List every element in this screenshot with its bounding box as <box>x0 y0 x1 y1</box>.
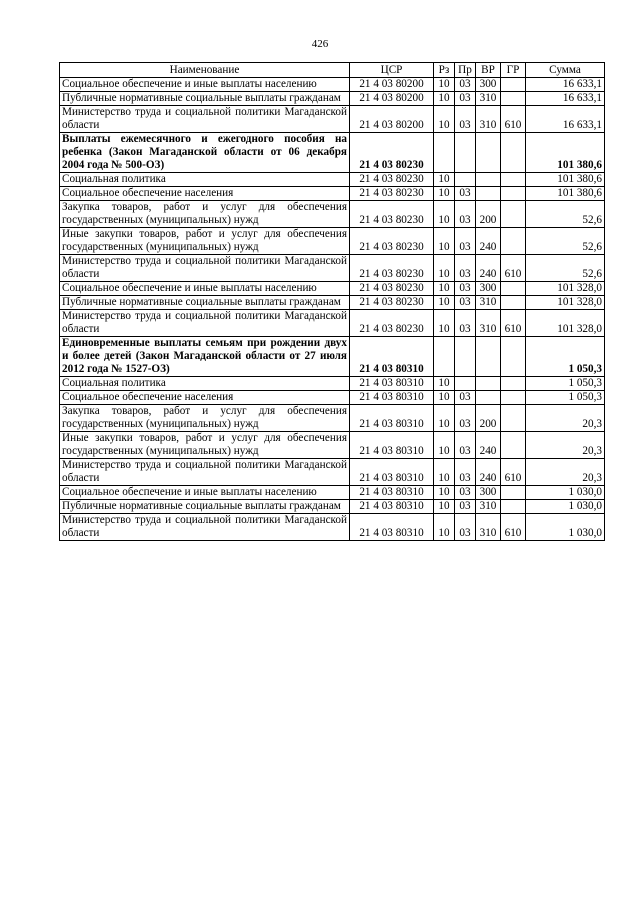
cell-pr <box>455 133 476 173</box>
cell-pr: 03 <box>455 500 476 514</box>
cell-sum: 16 633,1 <box>526 78 605 92</box>
cell-gr <box>501 337 526 377</box>
cell-sum: 52,6 <box>526 228 605 255</box>
cell-gr <box>501 78 526 92</box>
cell-vr: 300 <box>476 486 501 500</box>
cell-rz: 10 <box>434 377 455 391</box>
cell-sum: 1 030,0 <box>526 500 605 514</box>
cell-pr: 03 <box>455 78 476 92</box>
cell-gr <box>501 133 526 173</box>
cell-pr <box>455 377 476 391</box>
table-row <box>60 201 605 228</box>
cell-csr: 21 4 03 80230 <box>350 255 434 282</box>
cell-vr <box>476 377 501 391</box>
cell-name: Социальное обеспечение и иные выплаты населению <box>60 282 350 296</box>
cell-csr: 21 4 03 80230 <box>350 201 434 228</box>
cell-rz: 10 <box>434 405 455 432</box>
cell-vr: 240 <box>476 228 501 255</box>
table-row <box>60 405 605 432</box>
cell-rz: 10 <box>434 106 455 133</box>
cell-pr: 03 <box>455 106 476 133</box>
cell-pr: 03 <box>455 92 476 106</box>
cell-pr: 03 <box>455 405 476 432</box>
cell-csr: 21 4 03 80230 <box>350 296 434 310</box>
cell-vr: 240 <box>476 255 501 282</box>
cell-pr: 03 <box>455 459 476 486</box>
cell-rz: 10 <box>434 255 455 282</box>
header-vr: ВР <box>476 63 501 78</box>
cell-sum: 16 633,1 <box>526 92 605 106</box>
table-row <box>60 377 605 391</box>
cell-sum: 1 050,3 <box>526 391 605 405</box>
table-body <box>60 78 605 541</box>
cell-gr <box>501 201 526 228</box>
cell-sum: 52,6 <box>526 255 605 282</box>
cell-gr: 610 <box>501 310 526 337</box>
cell-gr <box>501 486 526 500</box>
cell-sum: 101 380,6 <box>526 187 605 201</box>
budget-table <box>59 62 605 541</box>
table-row <box>60 78 605 92</box>
cell-csr: 21 4 03 80200 <box>350 78 434 92</box>
cell-gr: 610 <box>501 106 526 133</box>
table-row <box>60 310 605 337</box>
cell-vr: 310 <box>476 310 501 337</box>
cell-name: Социальное обеспечение и иные выплаты населению <box>60 486 350 500</box>
cell-pr: 03 <box>455 282 476 296</box>
cell-vr: 310 <box>476 514 501 541</box>
table-row <box>60 514 605 541</box>
cell-rz: 10 <box>434 500 455 514</box>
cell-csr: 21 4 03 80310 <box>350 391 434 405</box>
cell-sum: 20,3 <box>526 405 605 432</box>
table-row <box>60 296 605 310</box>
cell-csr: 21 4 03 80310 <box>350 337 434 377</box>
cell-csr: 21 4 03 80230 <box>350 133 434 173</box>
cell-vr <box>476 133 501 173</box>
cell-name: Социальное обеспечение населения <box>60 391 350 405</box>
table-row <box>60 133 605 173</box>
cell-rz: 10 <box>434 514 455 541</box>
cell-vr: 310 <box>476 296 501 310</box>
cell-rz: 10 <box>434 187 455 201</box>
header-pr: Пр <box>455 63 476 78</box>
cell-vr <box>476 173 501 187</box>
cell-name: Министерство труда и социальной политики Магаданской области <box>60 255 350 282</box>
header-rz: Рз <box>434 63 455 78</box>
cell-name: Публичные нормативные социальные выплаты гражданам <box>60 500 350 514</box>
cell-sum: 20,3 <box>526 459 605 486</box>
cell-gr <box>501 391 526 405</box>
cell-gr <box>501 187 526 201</box>
cell-rz: 10 <box>434 391 455 405</box>
cell-vr: 300 <box>476 282 501 296</box>
page-number: 426 <box>311 38 329 50</box>
cell-rz: 10 <box>434 459 455 486</box>
cell-gr: 610 <box>501 459 526 486</box>
cell-name: Публичные нормативные социальные выплаты гражданам <box>60 296 350 310</box>
table-row <box>60 106 605 133</box>
cell-pr: 03 <box>455 514 476 541</box>
cell-vr <box>476 187 501 201</box>
cell-gr <box>501 432 526 459</box>
cell-vr: 240 <box>476 459 501 486</box>
cell-vr: 240 <box>476 432 501 459</box>
cell-gr <box>501 296 526 310</box>
cell-rz: 10 <box>434 296 455 310</box>
cell-sum: 16 633,1 <box>526 106 605 133</box>
cell-csr: 21 4 03 80230 <box>350 173 434 187</box>
cell-gr <box>501 92 526 106</box>
cell-rz: 10 <box>434 486 455 500</box>
table-row <box>60 500 605 514</box>
cell-gr <box>501 377 526 391</box>
cell-vr: 310 <box>476 106 501 133</box>
cell-csr: 21 4 03 80310 <box>350 405 434 432</box>
cell-name: Министерство труда и социальной политики Магаданской области <box>60 459 350 486</box>
cell-sum: 52,6 <box>526 201 605 228</box>
cell-vr: 300 <box>476 78 501 92</box>
cell-gr <box>501 500 526 514</box>
cell-name: Единовременные выплаты семьям при рождении двух и более детей (Закон Магаданской области от 27 июля 2012 года № 1527-ОЗ) <box>60 337 350 377</box>
cell-name: Социальное обеспечение населения <box>60 187 350 201</box>
header-row <box>60 63 605 78</box>
cell-sum: 101 328,0 <box>526 282 605 296</box>
cell-name: Социальное обеспечение и иные выплаты населению <box>60 78 350 92</box>
cell-name: Закупка товаров, работ и услуг для обеспечения государственных (муниципальных) нужд <box>60 201 350 228</box>
cell-csr: 21 4 03 80230 <box>350 228 434 255</box>
cell-gr: 610 <box>501 255 526 282</box>
cell-name: Иные закупки товаров, работ и услуг для обеспечения государственных (муниципальных) нужд <box>60 228 350 255</box>
cell-rz: 10 <box>434 228 455 255</box>
table-row <box>60 337 605 377</box>
cell-csr: 21 4 03 80230 <box>350 187 434 201</box>
table-row <box>60 282 605 296</box>
cell-vr <box>476 391 501 405</box>
cell-vr: 310 <box>476 92 501 106</box>
cell-rz: 10 <box>434 201 455 228</box>
cell-csr: 21 4 03 80200 <box>350 106 434 133</box>
header-gr: ГР <box>501 63 526 78</box>
cell-gr <box>501 282 526 296</box>
cell-name: Министерство труда и социальной политики Магаданской области <box>60 514 350 541</box>
cell-gr <box>501 228 526 255</box>
cell-vr: 310 <box>476 500 501 514</box>
cell-sum: 1 030,0 <box>526 514 605 541</box>
table-row <box>60 486 605 500</box>
cell-name: Социальная политика <box>60 377 350 391</box>
cell-sum: 101 328,0 <box>526 296 605 310</box>
cell-csr: 21 4 03 80200 <box>350 92 434 106</box>
header-csr: ЦСР <box>350 63 434 78</box>
cell-sum: 1 050,3 <box>526 377 605 391</box>
cell-pr: 03 <box>455 310 476 337</box>
cell-csr: 21 4 03 80310 <box>350 514 434 541</box>
cell-csr: 21 4 03 80310 <box>350 486 434 500</box>
cell-name: Публичные нормативные социальные выплаты гражданам <box>60 92 350 106</box>
table-row <box>60 459 605 486</box>
cell-pr: 03 <box>455 187 476 201</box>
cell-sum: 101 380,6 <box>526 173 605 187</box>
cell-pr <box>455 173 476 187</box>
table-row <box>60 391 605 405</box>
cell-name: Социальная политика <box>60 173 350 187</box>
cell-gr: 610 <box>501 514 526 541</box>
cell-rz: 10 <box>434 78 455 92</box>
cell-sum: 20,3 <box>526 432 605 459</box>
cell-csr: 21 4 03 80230 <box>350 310 434 337</box>
cell-csr: 21 4 03 80230 <box>350 282 434 296</box>
cell-rz <box>434 133 455 173</box>
cell-pr: 03 <box>455 228 476 255</box>
cell-pr: 03 <box>455 391 476 405</box>
cell-sum: 101 380,6 <box>526 133 605 173</box>
cell-pr: 03 <box>455 255 476 282</box>
cell-rz <box>434 337 455 377</box>
cell-sum: 1 050,3 <box>526 337 605 377</box>
cell-pr: 03 <box>455 432 476 459</box>
cell-rz: 10 <box>434 282 455 296</box>
table-row <box>60 432 605 459</box>
header-sum: Сумма <box>526 63 605 78</box>
cell-pr: 03 <box>455 296 476 310</box>
cell-csr: 21 4 03 80310 <box>350 377 434 391</box>
cell-csr: 21 4 03 80310 <box>350 500 434 514</box>
cell-vr: 200 <box>476 405 501 432</box>
cell-csr: 21 4 03 80310 <box>350 432 434 459</box>
cell-rz: 10 <box>434 310 455 337</box>
cell-name: Министерство труда и социальной политики Магаданской области <box>60 310 350 337</box>
cell-vr <box>476 337 501 377</box>
cell-name: Закупка товаров, работ и услуг для обеспечения государственных (муниципальных) нужд <box>60 405 350 432</box>
header-name: Наименование <box>60 63 350 78</box>
cell-csr: 21 4 03 80310 <box>350 459 434 486</box>
cell-pr <box>455 337 476 377</box>
cell-sum: 101 328,0 <box>526 310 605 337</box>
cell-gr <box>501 405 526 432</box>
cell-pr: 03 <box>455 486 476 500</box>
cell-name: Иные закупки товаров, работ и услуг для обеспечения государственных (муниципальных) нужд <box>60 432 350 459</box>
table-row <box>60 173 605 187</box>
table-row <box>60 92 605 106</box>
cell-sum: 1 030,0 <box>526 486 605 500</box>
cell-vr: 200 <box>476 201 501 228</box>
cell-rz: 10 <box>434 173 455 187</box>
cell-rz: 10 <box>434 432 455 459</box>
cell-name: Министерство труда и социальной политики Магаданской области <box>60 106 350 133</box>
cell-name: Выплаты ежемесячного и ежегодного пособия на ребенка (Закон Магаданской области от 06 декабря 2004 года № 500-ОЗ) <box>60 133 350 173</box>
table-row <box>60 255 605 282</box>
cell-pr: 03 <box>455 201 476 228</box>
table-row <box>60 228 605 255</box>
cell-gr <box>501 173 526 187</box>
table-row <box>60 187 605 201</box>
cell-rz: 10 <box>434 92 455 106</box>
table-header <box>60 63 605 78</box>
